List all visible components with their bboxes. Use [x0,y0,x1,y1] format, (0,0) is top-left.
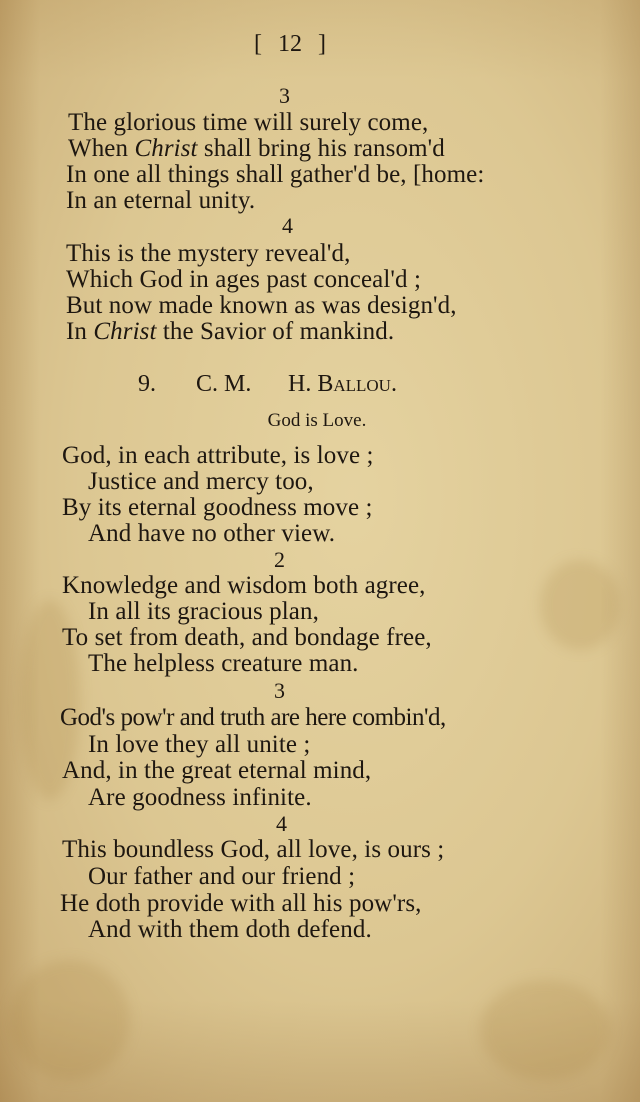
stanza-number: 4 [282,213,293,238]
verse-line: This boundless God, all love, is ours ; [62,836,445,863]
verse-line: And have no other view. [88,520,336,547]
verse-line: By its eternal goodness move ; [62,494,373,521]
verse-line: And, in the great eternal mind, [62,757,372,784]
italic-word: Christ [134,135,198,162]
verse-line: Our father and our friend ; [88,863,356,890]
hymn-title: God is Love. [267,410,367,431]
stanza-number: 2 [274,547,285,572]
verse-line: The helpless creature man. [88,650,359,677]
page-number: [ 12 ] [254,31,326,57]
verse-line [66,318,394,346]
paper-stain [480,980,610,1080]
hymn-heading [138,370,397,398]
verse-line: The glorious time will surely come, [68,109,429,136]
verse-line-text: When Christ shall bring his ransom'd [68,135,445,162]
paper-stain [540,560,620,650]
hymn-number: 9. [138,371,156,397]
verse-line-text: In Christ the Savior of mankind. [66,318,395,345]
verse-line: In love they all unite ; [88,731,311,758]
verse-line: In one all things shall gather'd be, [home: [66,161,485,188]
verse-line: He doth provide with all his pow'rs, [60,890,422,917]
verse-line: To set from death, and bondage free, [62,624,432,651]
stanza-number: 3 [279,83,290,108]
italic-word: Christ [93,318,157,345]
verse-line: Are goodness infinite. [88,784,312,811]
hymn-meter: C. M. [196,371,252,397]
verse-line: Which God in ages past conceal'd ; [66,266,422,293]
verse-line: In all its gracious plan, [88,598,319,625]
verse-line: But now made known as was design'd, [66,292,457,319]
stanza-number: 3 [274,678,285,703]
verse-line: God, in each attribute, is love ; [62,442,374,469]
hymn-author: H. Ballou. [288,371,397,397]
verse-line: Knowledge and wisdom both agree, [62,572,426,599]
verse-line: And with them doth defend. [88,916,372,943]
stanza-number: 4 [276,811,287,836]
verse-line [68,135,445,163]
paper-stain [10,960,130,1080]
verse-line: In an eternal unity. [66,187,256,214]
verse-line: This is the mystery reveal'd, [66,240,351,267]
verse-line: God's pow'r and truth are here combin'd, [60,704,446,731]
verse-line: Justice and mercy too, [88,468,314,495]
